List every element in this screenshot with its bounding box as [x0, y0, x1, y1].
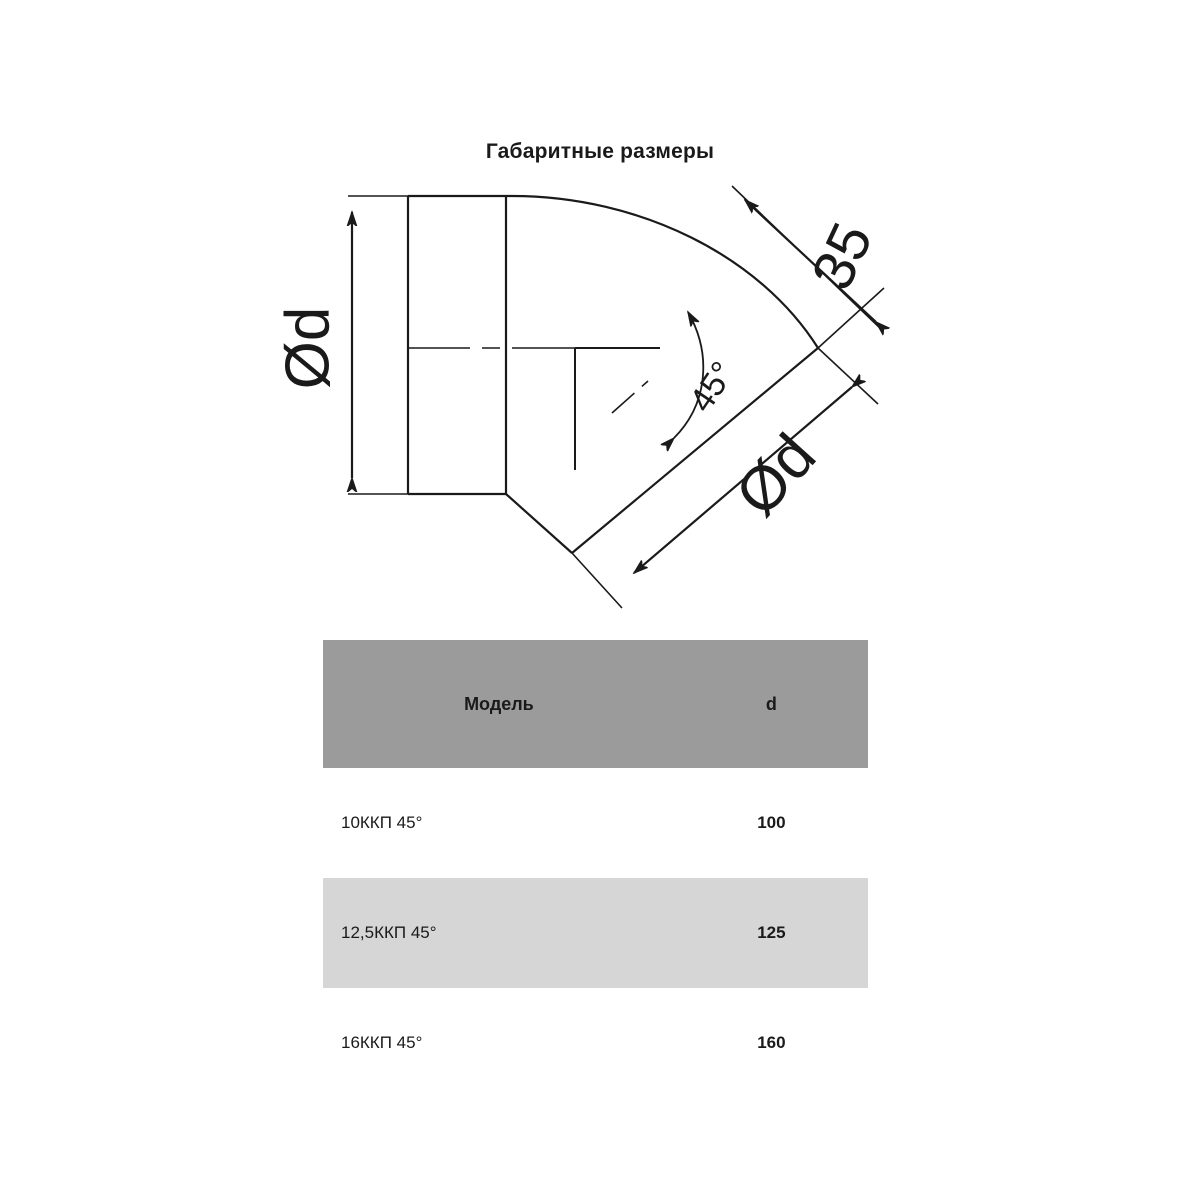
cell-d: 125 — [757, 923, 786, 942]
cell-model: 16ККП 45° — [341, 1033, 423, 1052]
table-row — [323, 988, 868, 1098]
cell-model: 10ККП 45° — [341, 813, 423, 832]
cell-d: 100 — [757, 813, 786, 832]
label-diameter-branch: Ød — [722, 421, 830, 530]
center-lines — [408, 348, 660, 413]
label-length-35: 35 — [799, 213, 886, 300]
cell-model: 12,5ККП 45° — [341, 923, 437, 942]
label-diameter-left: Ød — [273, 306, 343, 390]
table-row — [323, 878, 868, 988]
table-row — [323, 768, 868, 878]
table-header-row — [323, 640, 868, 768]
page-title: Габаритные размеры — [485, 140, 715, 163]
dimension-diameter-left — [348, 196, 408, 494]
cell-d: 160 — [757, 1033, 786, 1052]
column-header-model: Модель — [464, 693, 534, 714]
column-header-d: d — [765, 693, 777, 714]
label-angle-45: 45° — [682, 354, 743, 419]
specification-table — [323, 640, 868, 1098]
